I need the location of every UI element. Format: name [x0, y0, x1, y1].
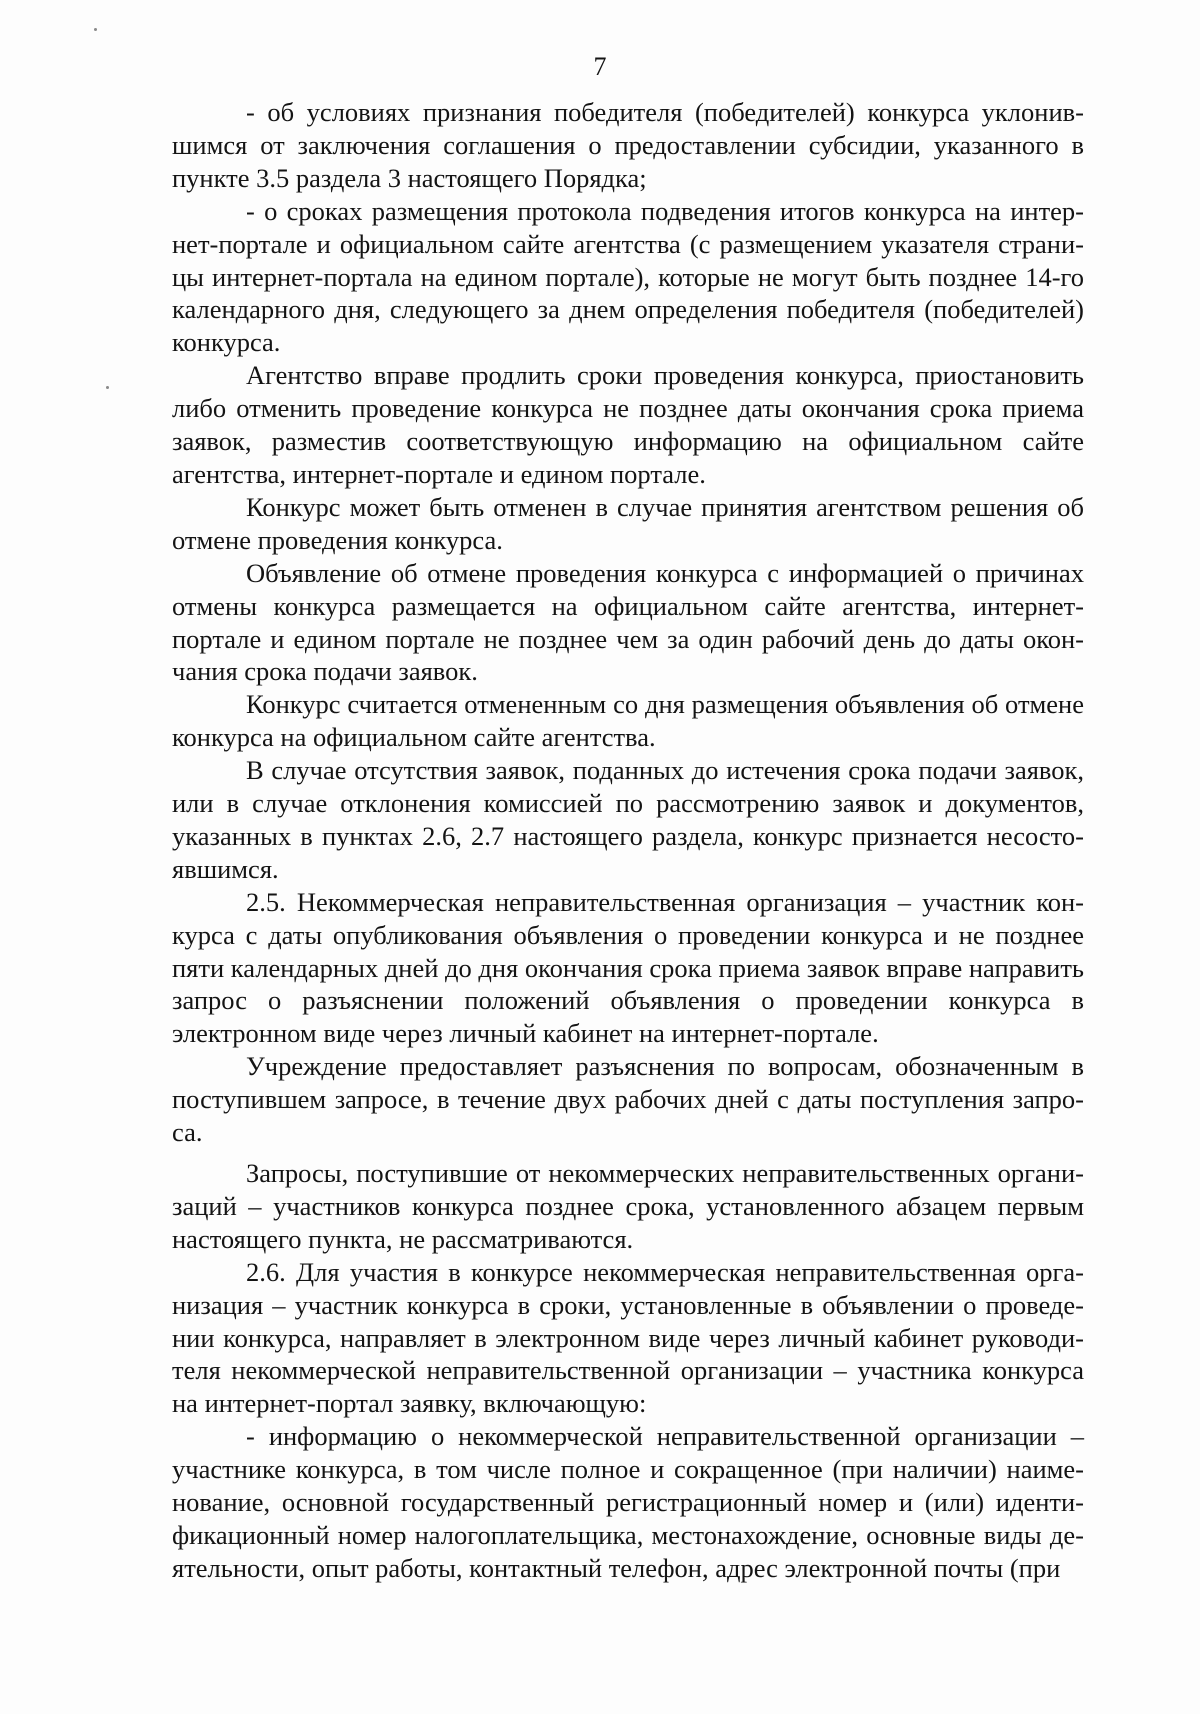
paragraph-section-2-6: 2.6. Для участия в конкурсе некоммерческая неправительственная организация – участник конкурса в сроки, установленные в объявлении о проведении конкурса, направляет в электронном виде через личный кабинет руководителя некоммерческой неправительственной организации – участника конкурса на интернет-портал заявку, включающую: [172, 1256, 1084, 1419]
paragraph-protocol-deadlines: - о сроках размещения протокола подведения итогов конкурса на интернет-портале и официальном сайте агентства (с размещением указателя страницы интернет-портала на едином портале), которые не могут быть позднее 14-го календарного дня, следующего за днем определения победителя (победителей) конкурса. [172, 195, 1084, 358]
scan-speck [94, 28, 97, 31]
page-number: 7 [593, 52, 607, 81]
paragraph-organization-info: - информацию о некоммерческой неправительственной организации – участнике конкурса, в том числе полное и сокращенное (при наличии) наименование, основной государственный регистрационный номер и (или) идентификационный номер налогоплательщика, местонахождение, основные виды деятельности, опыт работы, контактный телефон, адрес электронной почты (при [172, 1421, 1084, 1583]
paragraph-cancel-announcement: Объявление об отмене проведения конкурса с информацией о причинах отмены конкурса размещается на официальном сайте агентства, интернет-портале и едином портале не позднее чем за один рабочий день до даты окончания срока подачи заявок. [172, 557, 1084, 687]
paragraph-winner-evasion: - об условиях признания победителя (победителей) конкурса уклонившимся от заключения соглашения о предоставлении субсидии, указанного в пункте 3.5 раздела 3 настоящего Порядка; [172, 97, 1084, 193]
paragraph-contest-cancel: Конкурс может быть отменен в случае принятия агентством решения об отмене проведения конкурса. [172, 491, 1084, 555]
paragraph-agency-rights: Агентство вправе продлить сроки проведения конкурса, приостановить либо отменить проведение конкурса не позднее даты окончания срока приема заявок, разместив соответствующую информацию на официальном сайте агентства, интернет-портале и едином портале. [172, 360, 1084, 489]
body-text [172, 96, 1084, 1585]
paragraph-cancelled-from: Конкурс считается отмененным со дня размещения объявления об отмене конкурса на официальном сайте агентства. [172, 689, 1084, 753]
paragraph-clarifications: Учреждение предоставляет разъяснения по вопросам, обозначенным в поступившем запросе, в течение двух рабочих дней с даты поступления запроса. [172, 1051, 1084, 1148]
paragraph-late-requests: Запросы, поступившие от некоммерческих неправительственных организаций – участников конкурса позднее срока, установленного абзацем первым настоящего пункта, не рассматриваются. [172, 1158, 1084, 1254]
paragraph-contest-failed: В случае отсутствия заявок, поданных до истечения срока подачи заявок, или в случае отклонения комиссией по рассмотрению заявок и документов, указанных в пунктах 2.6, 2.7 настоящего раздела, конкурс признается несостоявшимся. [172, 755, 1084, 884]
paragraph-section-2-5: 2.5. Некоммерческая неправительственная организация – участник конкурса с даты опубликования объявления о проведении конкурса и не позднее пяти календарных дней до дня окончания срока приема заявок вправе направить запрос о разъяснении положений объявления о проведении конкурса в электронном виде через личный кабинет на интернет-портале. [172, 886, 1084, 1049]
scan-speck [106, 386, 109, 389]
